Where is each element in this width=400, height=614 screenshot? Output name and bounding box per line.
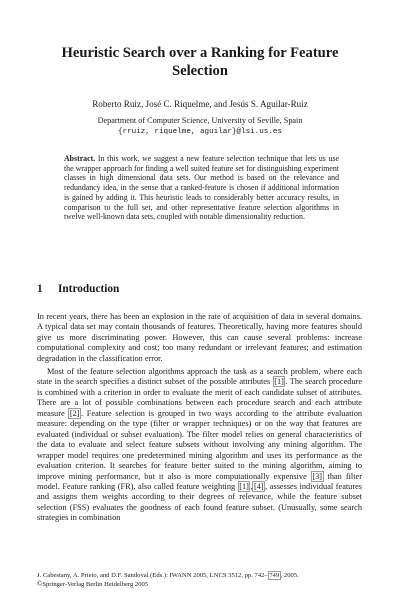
abstract <box>64 154 339 222</box>
abstract-text: In this work, we suggest a new feature selection technique that lets us use the wrapper approach for finding a well suited feature set for distinguishing experiment classes in high dimensional data sets. Our method is based on the relevance and redundancy idea, in the sense that a ranked-feature is chosen if additional information is gained by adding it. This heuristic leads to considerably better accuracy results, in comparison to the full set, and other representative feature selection algorithms in twelve well-known data sets, coupled with notable dimensionality reduction. <box>64 154 339 222</box>
author-email: {rruiz, riquelme, aguilar}@lsi.us.es <box>117 127 283 136</box>
affiliation-line: Department of Computer Science, University of Seville, Spain <box>97 116 303 125</box>
footer-copyright-line <box>37 580 362 589</box>
section-number: 1 <box>37 283 43 295</box>
footer-publisher: Springer-Verlag Berlin Heidelberg 2005 <box>42 581 149 589</box>
footer-text: J. Cabestany, A. Prieto, and D.F. Sandoval (Eds.): IWANN 2005, LNCS 3512, pp. 742– <box>37 572 268 579</box>
abstract-label: Abstract. <box>64 154 96 163</box>
page-range-link[interactable]: 749 <box>269 572 280 579</box>
footer-text: , 2005. <box>280 572 299 579</box>
citation-separator: , <box>250 481 253 491</box>
paragraph-text: than filter model. Feature ranking (FR), also called feature weighting <box>37 471 362 491</box>
author-affiliation <box>30 116 370 137</box>
page-footer <box>37 572 362 590</box>
section-title: Introduction <box>58 283 120 295</box>
body-paragraph-1: In recent years, there has been an explosion in the rate of acquisition of data in several domains. A typical data set may contain thousands of features. Theoretically, having more features should give us more discriminating power. However, this can cause several problems: increase computational complexity and cost; too many redundant or irrelevant features; and estimation degradation in the classification error. <box>37 312 362 363</box>
section-heading <box>37 283 357 296</box>
citation-link[interactable]: [2] <box>69 408 80 418</box>
paragraph-text: . The search procedure is combined with a criterion in order to evaluate the merit of each candidate subset of attributes. There are a lot of possible combinations between each procedure search and each attribute measure <box>37 377 362 418</box>
citation-link[interactable]: [4] <box>253 481 264 491</box>
citation-link[interactable]: [3] <box>312 471 322 481</box>
paragraph-text: Most of the feature selection algorithms approach the task as a search problem, where each state in the search specifies a distinct subset of the possible attributes <box>37 367 362 387</box>
citation-link[interactable]: [1] <box>239 481 249 491</box>
paper-title: Heuristic Search over a Ranking for Feature Selection <box>61 45 339 79</box>
copyright-icon: © <box>37 580 43 589</box>
paragraph-text: . Feature selection is grouped in two ways according to the attribute evaluation measure: depending on the type (filter or wrapper techniques) or on the way that features are evaluated (individual or subset evaluation). The filter model relies on general characteristics of the data to evaluate and select feature subsets without involving any mining algorithm. The wrapper model requires one predetermined mining algorithm and uses its performance as the evaluation criterion. It searches for feature better suited to the mining algorithm, aiming to improve mining performance, but it also is more computationally expensive <box>37 408 362 481</box>
citation-link[interactable]: [1] <box>274 377 284 387</box>
paper-authors: Roberto Ruiz, José C. Riquelme, and Jesús S. Aguilar-Ruiz <box>92 99 308 109</box>
footer-citation-line <box>37 572 362 580</box>
paragraph-text: , assesses individual features and assigns them weights according to their degrees of relevance, while the feature subset selection (FSS) evaluates the goodness of each found feature subset. (Unusually, some search strategies in combination <box>37 481 363 523</box>
body-paragraph-2 <box>37 367 362 524</box>
